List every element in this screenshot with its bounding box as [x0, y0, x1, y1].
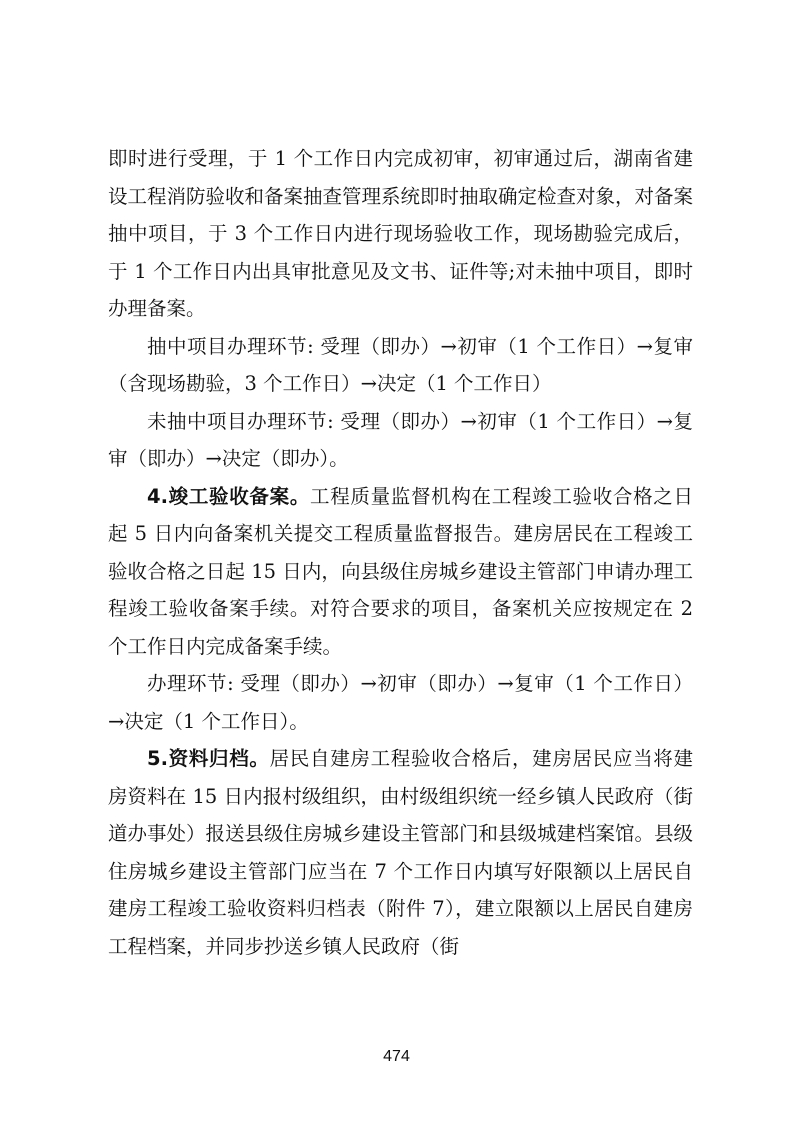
section-heading-archiving: 5.资料归档。	[147, 747, 270, 770]
paragraph-sampled-project-steps: 抽中项目办理环节: 受理（即办）→初审（1 个工作日）→复审（含现场勘验，3 个工作日）→决定（1 个工作日）	[108, 334, 693, 395]
page-number: 474	[383, 1048, 410, 1065]
paragraph-archiving	[108, 740, 693, 965]
paragraph-unsampled-project-steps: 未抽中项目办理环节: 受理（即办）→初审（1 个工作日）→复审（即办）→决定（即办）。	[108, 409, 693, 470]
document-body	[108, 140, 693, 965]
paragraph-archiving-text: 居民自建房工程验收合格后，建房居民应当将建房资料在 15 日内报村级组织，由村级组织统一经乡镇人民政府（街道办事处）报送县级住房城乡建设主管部门和县级城建档案馆。县级住房城乡建设主管部门应当在 7 个工作日内填写好限额以上居民自建房工程竣工验收资料归档表（附件 7），建立限额以上居民自建房工程档案，并同步抄送乡镇人民政府（街	[108, 747, 694, 958]
paragraph-continued-acceptance: 即时进行受理，于 1 个工作日内完成初审，初审通过后，湖南省建设工程消防验收和备案抽查管理系统即时抽取确定检查对象，对备案抽中项目，于 3 个工作日内进行现场验收工作，现场勘验完成后，于 1 个工作日内出具审批意见及文书、证件等;对未抽中项目，即时办理备案。	[108, 147, 694, 320]
paragraph-filing-steps: 办理环节: 受理（即办）→初审（即办）→复审（1 个工作日）→决定（1 个工作日）。	[108, 672, 693, 733]
paragraph-completion-filing	[108, 478, 693, 666]
section-heading-completion-filing: 4.竣工验收备案。	[147, 484, 311, 508]
paragraph-completion-filing-text: 工程质量监督机构在工程竣工验收合格之日起 5 日内向备案机关提交工程质量监督报告。建房居民在工程竣工验收合格之日起 15 日内，向县级住房城乡建设主管部门申请办理工程竣工验收备案手续。对符合要求的项目，备案机关应按规定在 2 个工作日内完成备案手续。	[108, 484, 693, 658]
